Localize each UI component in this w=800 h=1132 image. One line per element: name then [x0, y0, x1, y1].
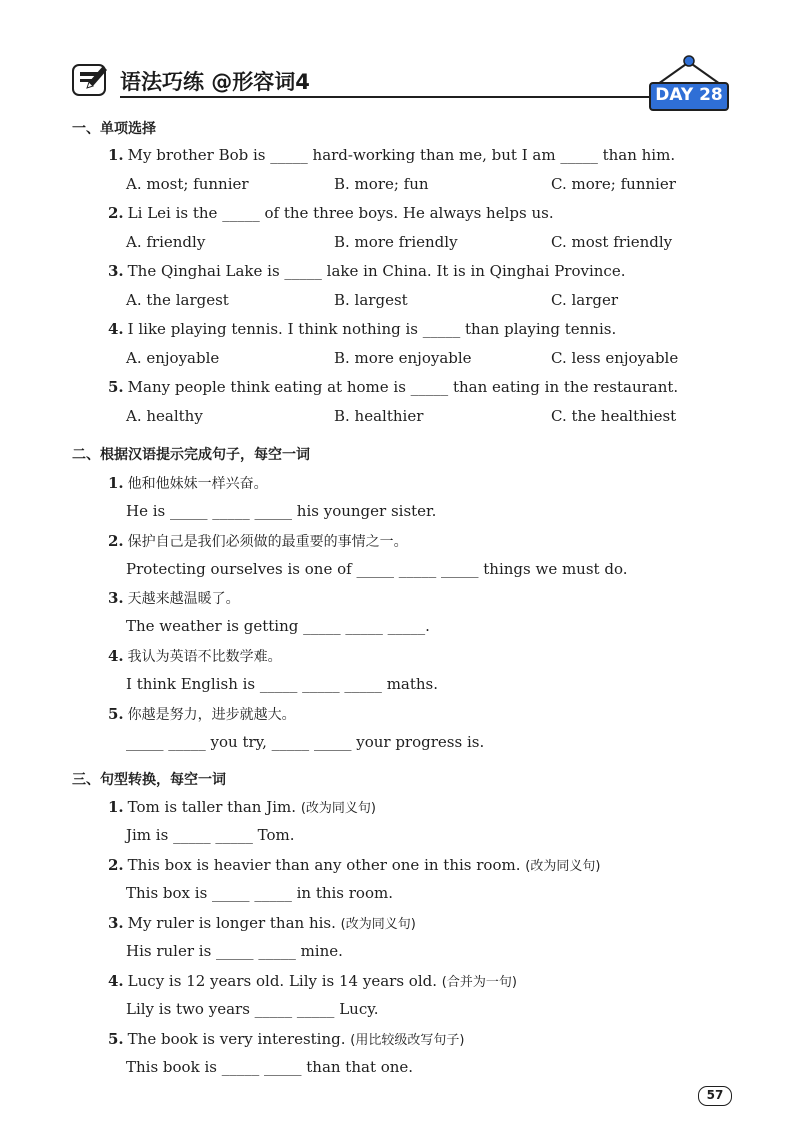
- option-c: C. larger: [551, 291, 619, 309]
- option-c: C. less enjoyable: [551, 349, 679, 367]
- option-b: B. more; fun: [334, 175, 429, 193]
- answer-line-3-2: This box is _____ _____ in this room.: [126, 884, 393, 902]
- answer-line-3-3: His ruler is _____ _____ mine.: [126, 942, 343, 960]
- option-b: B. largest: [334, 291, 408, 309]
- question-3-5: 5. The book is very interesting. (用比较级改写句子): [108, 1030, 465, 1048]
- question-3-3: 3. My ruler is longer than his. (改为同义句): [108, 914, 416, 932]
- question-3-4: 4. Lucy is 12 years old. Lily is 14 years old. (合并为一句): [108, 972, 517, 990]
- option-b: B. healthier: [334, 407, 424, 425]
- answer-line-2-3: The weather is getting _____ _____ _____.: [126, 617, 430, 635]
- option-a: A. most; funnier: [126, 175, 249, 193]
- page-title: 语法巧练 @形容词4: [120, 70, 310, 94]
- answer-line-3-5: This book is _____ _____ than that one.: [126, 1058, 414, 1076]
- option-a: A. enjoyable: [126, 349, 220, 367]
- answer-line-3-4: Lily is two years _____ _____ Lucy.: [126, 1000, 379, 1018]
- day-label: DAY 28: [655, 85, 723, 105]
- option-a: A. healthy: [126, 407, 203, 425]
- pencil-notebook-icon: [72, 64, 106, 96]
- question-3-1: 1. Tom is taller than Jim. (改为同义句): [108, 798, 376, 816]
- question-1-5: 5. Many people think eating at home is _____ than eating in the restaurant.: [108, 378, 679, 396]
- answer-line-2-2: Protecting ourselves is one of _____ _____ _____ things we must do.: [126, 560, 628, 578]
- question-1-2: 2. Li Lei is the _____ of the three boys. He always helps us.: [108, 204, 554, 222]
- question-3-2: 2. This box is heavier than any other one in this room. (改为同义句): [108, 856, 601, 874]
- answer-line-2-5: _____ _____ you try, _____ _____ your progress is.: [126, 733, 485, 751]
- prompt-2-5: 5. 你越是努力，进步就越大。: [108, 705, 296, 723]
- prompt-2-3: 3. 天越来越温暖了。: [108, 589, 240, 607]
- answer-line-2-4: I think English is _____ _____ _____ maths.: [126, 675, 439, 693]
- question-1-3: 3. The Qinghai Lake is _____ lake in China. It is in Qinghai Province.: [108, 262, 626, 280]
- section-heading-multiple-choice: 一、单项选择: [72, 121, 156, 137]
- answer-line-2-1: He is _____ _____ _____ his younger sister.: [126, 502, 437, 520]
- page-number: 57: [698, 1086, 732, 1106]
- question-1-1: 1. My brother Bob is _____ hard-working than me, but I am _____ than him.: [108, 146, 676, 164]
- prompt-2-4: 4. 我认为英语不比数学难。: [108, 647, 282, 665]
- prompt-2-2: 2. 保护自己是我们必须做的最重要的事情之一。: [108, 532, 408, 550]
- prompt-2-1: 1. 他和他妹妹一样兴奋。: [108, 474, 268, 492]
- header-underline: [120, 96, 695, 98]
- option-c: C. most friendly: [551, 233, 673, 251]
- section-heading-complete-sentences: 二、根据汉语提示完成句子，每空一词: [72, 447, 310, 463]
- option-b: B. more enjoyable: [334, 349, 472, 367]
- day-badge: [644, 54, 734, 114]
- question-1-4: 4. I like playing tennis. I think nothing is _____ than playing tennis.: [108, 320, 617, 338]
- option-a: A. friendly: [126, 233, 206, 251]
- option-b: B. more friendly: [334, 233, 458, 251]
- section-heading-sentence-transformation: 三、句型转换，每空一词: [72, 772, 226, 788]
- answer-line-3-1: Jim is _____ _____ Tom.: [126, 826, 295, 844]
- option-a: A. the largest: [126, 291, 229, 309]
- option-c: C. the healthiest: [551, 407, 677, 425]
- page-header: [72, 60, 632, 100]
- option-c: C. more; funnier: [551, 175, 676, 193]
